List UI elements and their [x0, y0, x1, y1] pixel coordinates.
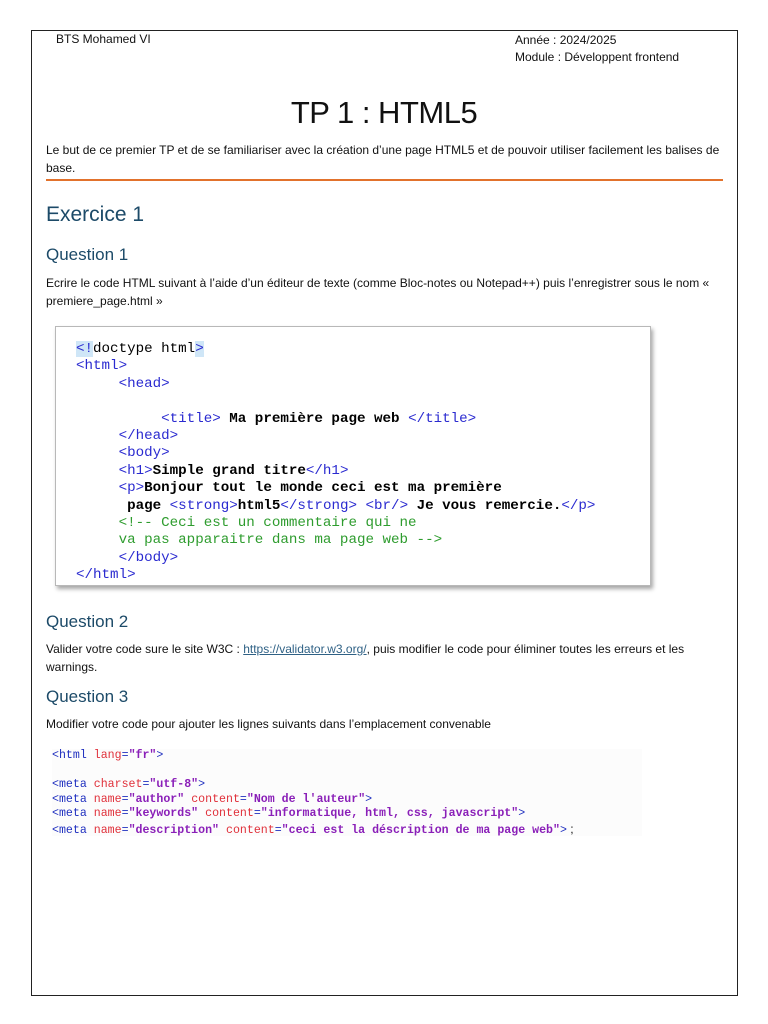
validator-link[interactable]: https://validator.w3.org/ [243, 642, 367, 656]
code-indent [76, 411, 161, 427]
question-2-text-before: Valider votre code sure le site W3C : [46, 642, 244, 656]
code-token: = [121, 749, 129, 762]
code-token: > [518, 807, 526, 820]
code-token: doctype html [93, 341, 196, 357]
code-token: "ceci est la déscription de ma page web" [281, 823, 560, 837]
code-line [76, 463, 650, 480]
code-token [357, 498, 366, 514]
code-line: <head> [76, 375, 170, 392]
code-token: <! [76, 341, 94, 357]
question-3-heading: Question 3 [46, 687, 129, 706]
code-token: = [253, 807, 261, 820]
code-token: <meta [52, 823, 94, 837]
code-line [52, 778, 642, 793]
code-token: content [225, 823, 275, 837]
code-token: Bonjour tout le monde ceci est ma première [144, 480, 502, 497]
code-line: <html> [76, 358, 128, 375]
code-line [76, 411, 650, 428]
code-token: <br/> [365, 497, 409, 514]
code-token: > [559, 823, 567, 837]
code-token: = [142, 778, 150, 791]
code-token: <meta [52, 807, 94, 820]
code-token: = [274, 823, 282, 837]
code-line [52, 749, 642, 764]
code-token: name [93, 823, 122, 837]
code-line [52, 793, 642, 808]
code-token: content [205, 807, 254, 820]
code-token: > [198, 778, 206, 791]
header-module: Module : Développent frontend [515, 50, 680, 64]
code-token: content [191, 792, 240, 806]
code-indent [76, 463, 119, 479]
code-token: > [195, 341, 204, 357]
code-token: html5 [237, 497, 281, 514]
code-line [76, 480, 650, 497]
code-block-2 [52, 749, 642, 836]
code-token: name [93, 792, 122, 806]
intro-text: Le but de ce premier TP et de se familiariser avec la création d’une page HTML5 et de pouvoir utiliser facilement les balises de base. [46, 143, 720, 175]
question-2-text-after: , puis modifier le code pour éliminer toutes les erreurs et les warnings. [46, 642, 685, 674]
code-token: </p> [561, 497, 596, 514]
code-line: </html> [76, 567, 136, 584]
code-token: > [156, 749, 164, 762]
code-line: <body> [76, 445, 170, 462]
code-indent [76, 480, 119, 496]
question-1-text: Ecrire le code HTML suivant à l’aide d’un éditeur de texte (comme Bloc-notes ou Notepad++) puis l’enregistrer sous le nom « premiere_page.html » [46, 276, 710, 308]
code-token: "author" [128, 792, 185, 806]
exercise-heading: Exercice 1 [46, 203, 145, 226]
code-token: "fr" [128, 749, 157, 762]
code-token: = [121, 823, 129, 837]
header-school: BTS Mohamed VI [56, 32, 151, 46]
code-line [76, 341, 650, 358]
code-token: charset [93, 778, 143, 791]
code-token: </h1> [305, 462, 349, 479]
code-token: </title> [408, 410, 477, 427]
code-token: <html [52, 749, 94, 762]
code-token: <strong> [169, 497, 238, 514]
code-token: = [121, 807, 129, 820]
code-block-1 [55, 326, 651, 586]
header-year: Année : 2024/2025 [515, 33, 617, 47]
code-token: Ma première page web [220, 410, 409, 427]
code-token: page [127, 497, 170, 514]
question-1-heading: Question 1 [46, 245, 129, 264]
orange-divider [46, 179, 723, 181]
code-token: "informatique, html, css, javascript" [260, 807, 519, 820]
code-token: = [239, 792, 247, 806]
code-token: "utf-8" [149, 778, 199, 791]
trailing-semicolon: ; [566, 821, 574, 836]
code-token: = [121, 792, 129, 806]
code-line: va pas apparaitre dans ma page web --> [76, 532, 443, 549]
question-2-text [46, 640, 726, 676]
code-line: </head> [76, 427, 179, 444]
code-line [52, 822, 642, 837]
code-token: lang [93, 749, 122, 762]
code-token: name [93, 807, 122, 820]
code-token: "Nom de l'auteur" [246, 792, 366, 806]
code-token: Je vous remercie. [408, 497, 562, 514]
code-token: "description" [128, 823, 220, 837]
code-token: <p> [118, 480, 145, 497]
code-line [52, 807, 642, 822]
code-line: <!-- Ceci est un commentaire qui ne [76, 514, 417, 531]
code-token: <h1> [118, 462, 153, 479]
code-token: Simple grand titre [152, 462, 306, 479]
code-line: </body> [76, 549, 179, 566]
code-token: "keywords" [128, 807, 199, 820]
question-3-text: Modifier votre code pour ajouter les lignes suivants dans l’emplacement convenable [46, 717, 491, 731]
code-token: </strong> [280, 497, 357, 514]
header-right [515, 32, 679, 66]
page-title: TP 1 : HTML5 [290, 95, 478, 130]
question-2-heading: Question 2 [46, 612, 129, 631]
code-line [76, 498, 650, 515]
code-token: <meta [52, 778, 94, 791]
code-line-blank [52, 764, 642, 779]
code-token: > [365, 792, 373, 806]
code-indent [76, 498, 127, 514]
code-line-blank [76, 393, 650, 410]
code-token: <title> [161, 410, 221, 427]
code-token: <meta [52, 792, 94, 806]
